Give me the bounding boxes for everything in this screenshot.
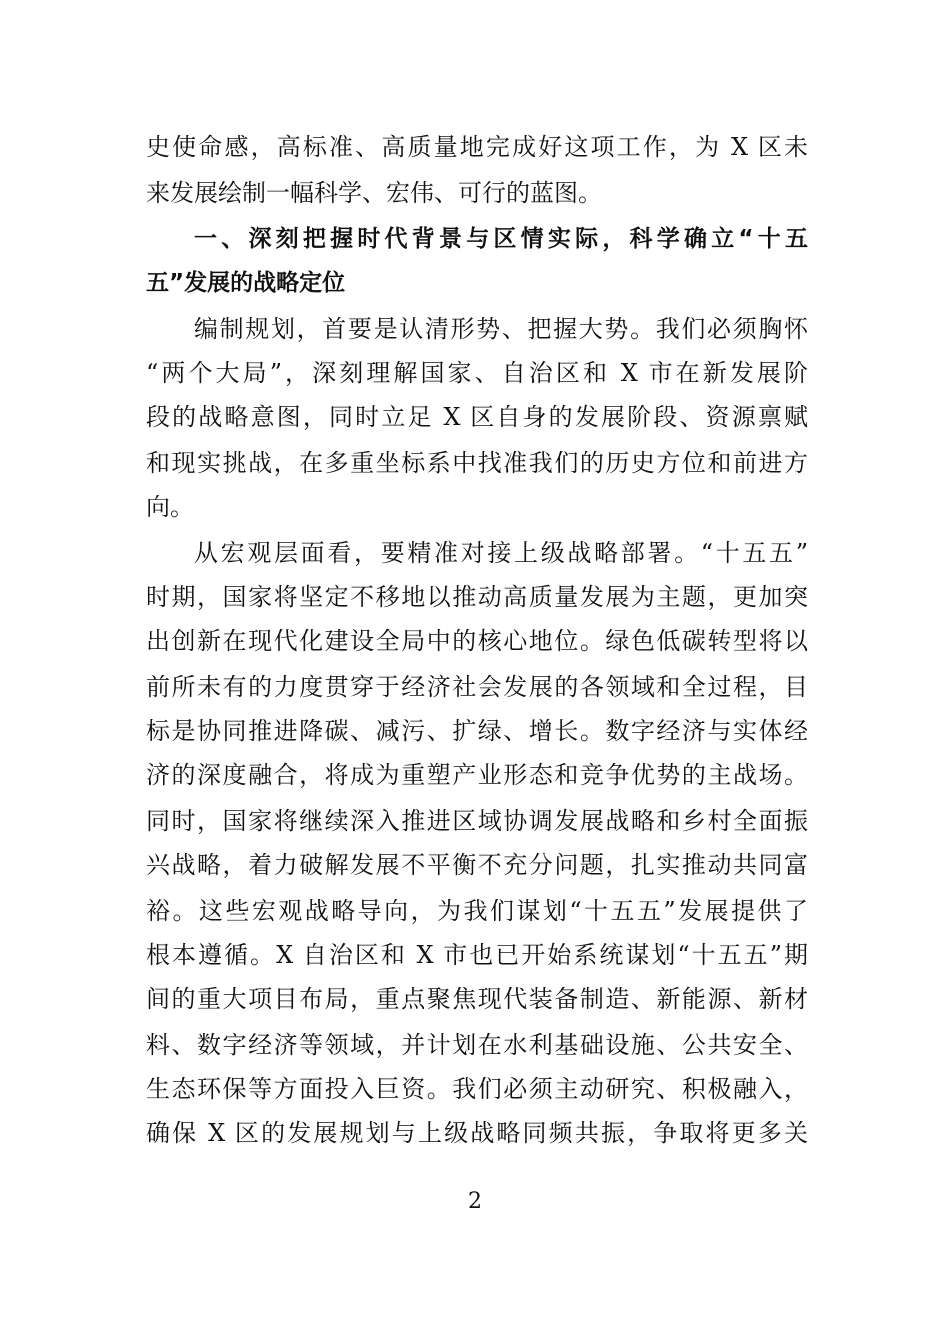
body-text-line: 料、数字经济等领域，并计划在水利基础设施、公共安全、 <box>146 1031 808 1059</box>
body-text-line: 编制规划，首要是认清形势、把握大势。我们必须胸怀 <box>194 315 808 343</box>
body-text-line: 标是协同推进降碳、减污、扩绿、增长。数字经济与实体经 <box>146 717 808 745</box>
page-number: 2 <box>468 1189 482 1214</box>
section-heading-line: 一、深刻把握时代背景与区情实际，科学确立“十五 <box>194 226 808 252</box>
body-text-line: 出创新在现代化建设全局中的核心地位。绿色低碳转型将以 <box>146 627 808 655</box>
body-text-line: 史使命感，高标准、高质量地完成好这项工作，为 X 区未 <box>146 133 808 161</box>
body-text-line: 生态环保等方面投入巨资。我们必须主动研究、积极融入， <box>146 1075 808 1103</box>
section-heading-line: 五”发展的战略定位 <box>146 270 346 296</box>
body-text-line: 从宏观层面看，要精准对接上级战略部署。“十五五” <box>194 539 808 567</box>
body-text-line: 来发展绘制一幅科学、宏伟、可行的蓝图。 <box>146 179 602 207</box>
body-text-line: 济的深度融合，将成为重塑产业形态和竞争优势的主战场。 <box>146 761 808 789</box>
body-text-line: 同时，国家将继续深入推进区域协调发展战略和乡村全面振 <box>146 807 808 835</box>
body-text-line: 兴战略，着力破解发展不平衡不充分问题，扎实推动共同富 <box>146 851 808 879</box>
body-text-line: 裕。这些宏观战略导向，为我们谋划“十五五”发展提供了 <box>146 897 808 925</box>
body-text-line: 根本遵循。X 自治区和 X 市也已开始系统谋划“十五五”期 <box>146 941 808 969</box>
body-text-line: 前所未有的力度贯穿于经济社会发展的各领域和全过程，目 <box>146 673 808 701</box>
body-text-line: 时期，国家将坚定不移地以推动高质量发展为主题，更加突 <box>146 583 808 611</box>
body-text-line: 段的战略意图，同时立足 X 区自身的发展阶段、资源禀赋 <box>146 403 808 431</box>
body-text-line: 和现实挑战，在多重坐标系中找准我们的历史方位和前进方 <box>146 449 808 477</box>
body-text-line: 间的重大项目布局，重点聚焦现代装备制造、新能源、新材 <box>146 985 808 1013</box>
body-text-line: 向。 <box>146 493 194 521</box>
body-text-line: “两个大局”，深刻理解国家、自治区和 X 市在新发展阶 <box>146 359 808 387</box>
body-text-line: 确保 X 区的发展规划与上级战略同频共振，争取将更多关 <box>146 1119 808 1147</box>
